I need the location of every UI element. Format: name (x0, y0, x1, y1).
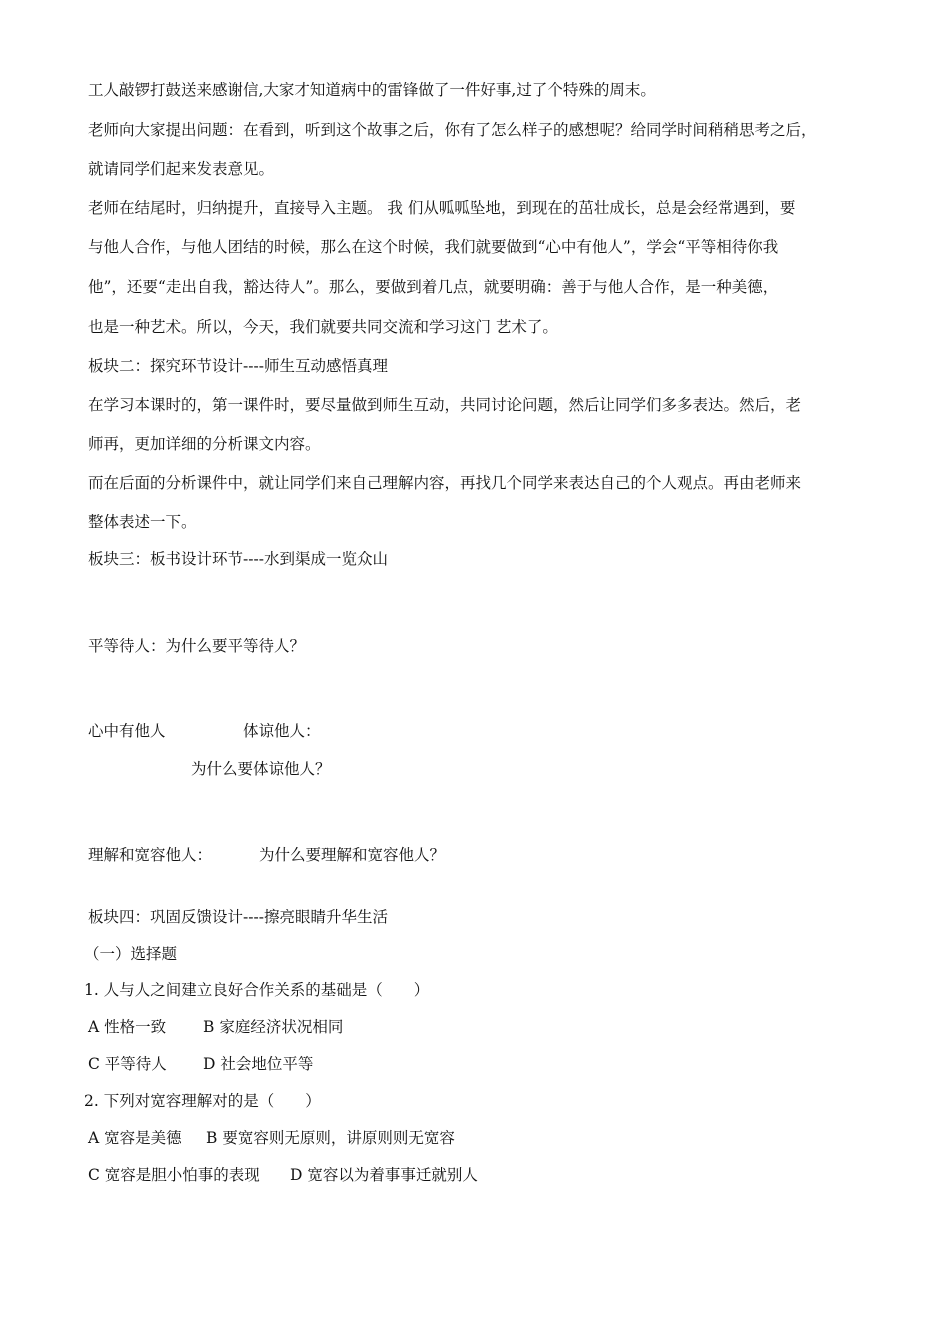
question-1-option-a: A 性格一致 (88, 1018, 167, 1036)
question-2-option-c: C 宽容是胆小怕事的表现 (88, 1166, 260, 1184)
section2-para1-line-2: 师再，更加详细的分析课文内容。 (88, 435, 321, 453)
summary-para-line-1: 老师在结尾时，归纳提升，直接导入主题。 我 们从呱呱坠地，到现在的茁壮成长，总是会经常遇到，要 (88, 199, 796, 217)
board-tolerance-question: 为什么要理解和宽容他人？ (259, 846, 446, 864)
question-2-option-d: D 宽容以为着事事迁就别人 (290, 1166, 478, 1184)
question-1-stem: 1. 人与人之间建立良好合作关系的基础是（ ） (84, 981, 430, 999)
question-2-stem: 2. 下列对宽容理解对的是（ ） (84, 1092, 321, 1110)
question-para-line-2: 就请同学们起来发表意见。 (88, 160, 275, 178)
question-2-option-b: B 要宽容则无原则，讲原则则无宽容 (206, 1129, 455, 1147)
summary-para-line-2: 与他人合作，与他人团结的时候，那么在这个时候，我们就要做到“心中有他人”，学会“平等相待你我 (88, 238, 779, 256)
board-empathy-question: 为什么要体谅他人？ (191, 760, 331, 778)
section3-title: 板块三：板书设计环节----水到渠成一览众山 (88, 550, 388, 568)
section2-title: 板块二：探究环节设计----师生互动感悟真理 (88, 357, 388, 375)
choice-heading: （一）选择题 (84, 945, 178, 963)
question-1-option-b: B 家庭经济状况相同 (203, 1018, 344, 1036)
board-tolerance-label: 理解和宽容他人： (88, 846, 213, 864)
question-1-option-c: C 平等待人 (88, 1055, 167, 1073)
question-1-option-d: D 社会地位平等 (203, 1055, 314, 1073)
section2-para2-line-2: 整体表述一下。 (88, 513, 197, 531)
section2-para1-line-1: 在学习本课时的，第一课件时，要尽量做到师生互动，共同讨论问题，然后让同学们多多表达。然后，老 (88, 396, 802, 414)
question-para-line-1: 老师向大家提出问题：在看到，听到这个故事之后，你有了怎么样子的感想呢？给同学时间稍稍思考之后， (88, 121, 817, 139)
board-center: 心中有他人 (88, 722, 166, 740)
paragraph-intro-end: 工人敲锣打鼓送来感谢信,大家才知道病中的雷锋做了一件好事,过了个特殊的周末。 (88, 81, 656, 99)
summary-para-line-3: 他”，还要“走出自我，豁达待人”。那么，要做到着几点，就要明确：善于与他人合作，是一种美德， (88, 278, 779, 296)
section2-para2-line-1: 而在后面的分析课件中，就让同学们来自己理解内容，再找几个同学来表达自己的个人观点。再由老师来 (88, 474, 802, 492)
question-2-option-a: A 宽容是美德 (88, 1129, 182, 1147)
board-empathy-label: 体谅他人： (243, 722, 321, 740)
board-equal-treatment: 平等待人：为什么要平等待人？ (88, 637, 306, 655)
summary-para-line-4: 也是一种艺术。所以，今天，我们就要共同交流和学习这门 艺术了。 (88, 318, 558, 336)
section4-title: 板块四：巩固反馈设计----擦亮眼睛升华生活 (88, 908, 388, 926)
